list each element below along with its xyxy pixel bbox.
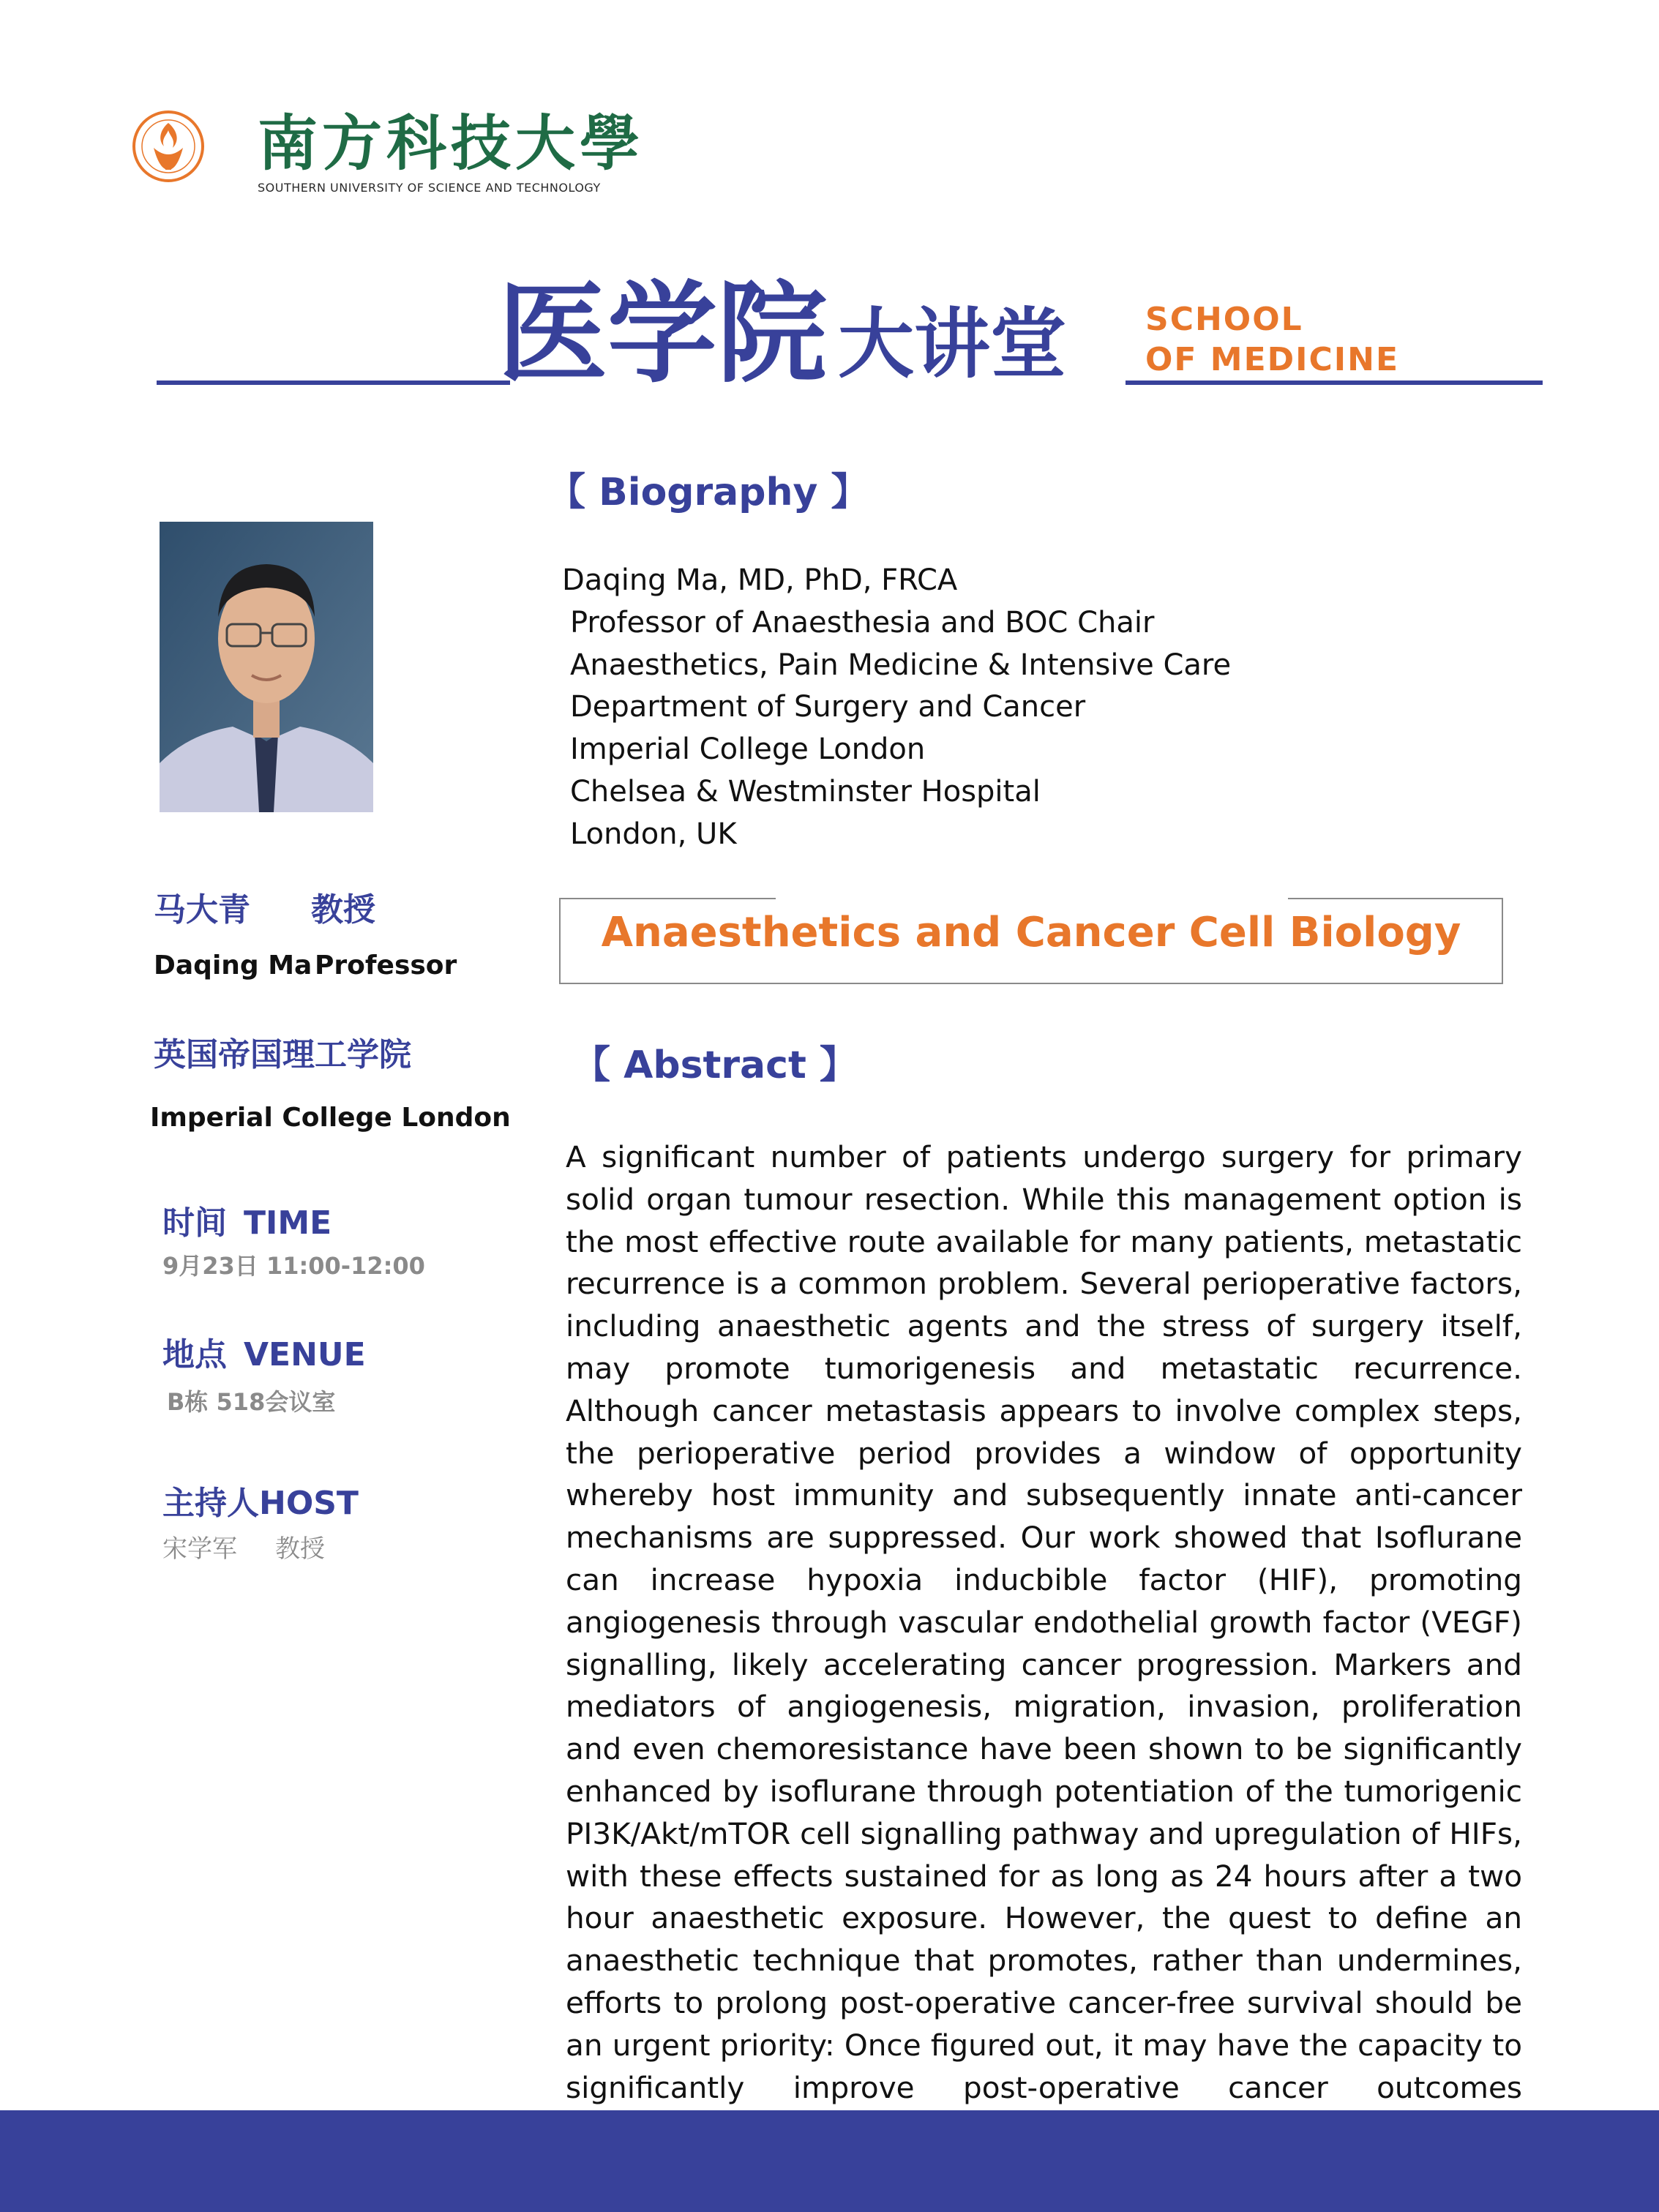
university-name-cn: 南方科技大學 [258,108,645,179]
venue-value: B栋 518会议室 [167,1388,336,1416]
bio-line: Anaesthetics, Pain Medicine & Intensive Care [570,648,1232,682]
venue-label-en: VENUE [244,1336,366,1373]
header-title-en-line2: OF MEDICINE [1145,341,1400,378]
time-label-en: TIME [244,1204,332,1242]
venue-label-cn: 地点 [162,1336,227,1373]
time-value: 9月23日 11:00-12:00 [162,1252,425,1280]
biography-block [562,560,1231,856]
bio-line: Department of Surgery and Cancer [570,690,1086,724]
speaker-name-cn: 马大青 [154,891,250,929]
speaker-portrait-icon [160,522,373,812]
time-label-cn: 时间 [162,1204,227,1242]
speaker-institution-cn: 英国帝国理工学院 [154,1036,411,1073]
header-rule-right [1126,380,1543,385]
biography-heading: 【 Biography 】 [547,470,869,514]
header-title-en-line1: SCHOOL [1145,301,1303,338]
bio-line: Professor of Anaesthesia and BOC Chair [570,605,1155,640]
abstract-text: A significant number of patients undergo surgery for primary solid organ tumour resection. While this management option is the most effective route available for many patients, metastatic recurrence is a common problem. Several perioperative factors, including anaesthetic agents and the stress of surgery itself, may promote tumorigenesis and metastatic recurrence. Although cancer metastasis appears to involve complex steps, the perioperative period provides a window of opportunity whereby host immunity and subsequently innate anti-cancer mechanisms are suppressed. Our work showed that Isoflurane can increase hypoxia inducbible factor (HIF), promoting angiogenesis through vascular endothelial growth factor (VEGF) signalling, likely accelerating cancer progression. Markers and mediators of angiogenesis, migration, invasion, proliferation and even chemoresistance have been shown to be significantly enhanced by isoflurane through potentiation of the tumorigenic PI3K/Akt/mTOR cell signalling pathway and upregulation of HIFs, with these effects sustained for as long as 24 hours after a two hour anaesthetic exposure. However, the quest to define an anaesthetic technique that promotes, rather than undermines, efforts to prolong post-operative cancer-free survival should be an urgent priority: Once figured out, it may have the capacity to significantly improve post-operative cancer outcomes [566,1139,1522,2105]
header-title-cn-small: 大讲堂 [838,299,1067,389]
speaker-name-en: Daqing Ma [154,951,312,981]
university-logo-seal-icon [132,102,205,198]
talk-title: Anaesthetics and Cancer Cell Biology [601,909,1461,956]
bio-line: London, UK [570,817,737,851]
host-label: 主持人HOST [162,1485,359,1522]
host-name: 宋学军 [162,1534,237,1564]
bio-line: Chelsea & Westminster Hospital [570,774,1041,809]
host-title: 教授 [275,1534,325,1564]
speaker-title-en: Professor [315,951,457,981]
abstract-heading: 【 Abstract 】 [572,1043,858,1087]
university-name-en: SOUTHERN UNIVERSITY OF SCIENCE AND TECHNOLOGY [258,181,601,195]
talk-title-frame-gap [776,893,1288,902]
header-rule-left [157,380,510,385]
bio-line: Imperial College London [570,732,926,767]
header-title-cn-large: 医学院 [498,271,828,398]
bio-line: Daqing Ma, MD, PhD, FRCA [562,563,958,597]
speaker-photo [160,522,373,812]
speaker-title-cn: 教授 [311,891,375,929]
speaker-institution-en: Imperial College London [150,1103,511,1133]
footer-bar [0,2110,1659,2212]
